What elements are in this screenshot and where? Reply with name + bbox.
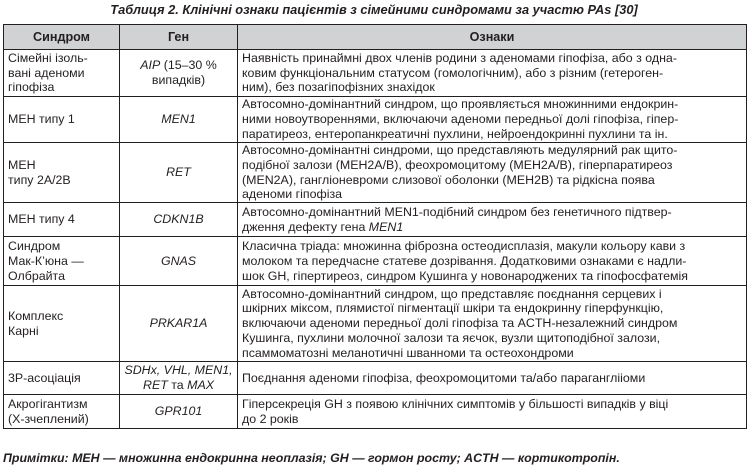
- features-line: Кушинга, пухлини молочної залози та яєчок, вузли щитоподібної залози,: [242, 331, 661, 346]
- features-line: (MEN2A), гангліоневроми слизової оболонки (МЕН2B) та рідкісна поява: [242, 172, 655, 187]
- table-row: [4, 203, 747, 237]
- features-line: до 2 років: [242, 411, 299, 426]
- header-gene: Ген: [120, 25, 238, 50]
- table-row: [4, 97, 747, 143]
- features-line: Автосомно-домінантний синдром, що представляє поєднання серцевих і: [242, 286, 662, 301]
- gene-cell: [120, 395, 238, 429]
- syndrome-line: гіпофіза: [8, 80, 55, 95]
- gene-name: MEN1: [161, 112, 196, 127]
- features-line: Наявність принаймні двох членів родини з аденомами гіпофіза, або з одна-: [242, 50, 677, 65]
- features-line: Класична тріада: множинна фіброзна остеодисплазія, макули кольору кави з: [242, 238, 686, 253]
- gene-name: RET: [143, 378, 168, 393]
- table-row: [4, 143, 747, 203]
- gene-name: GNAS: [160, 253, 197, 268]
- syndrome-line: Синдром: [8, 238, 61, 253]
- table-row: [4, 237, 747, 286]
- features-cell: [238, 286, 747, 362]
- features-cell: [238, 97, 747, 143]
- gene-name: GPR101: [154, 404, 203, 419]
- table-row: [4, 286, 747, 362]
- gene-cell: [120, 203, 238, 237]
- syndrome-cell: [4, 237, 120, 286]
- features-line: подібної залози (МЕН2A/B), феохромоцитому (МЕН2A/B), гіперпаратиреоз: [242, 157, 673, 172]
- table-header-row: [4, 25, 747, 50]
- table-row: [4, 50, 747, 97]
- features-line: молоком та передчасне статеве дозрівання. Додатковими ознаками є надли-: [242, 253, 687, 268]
- gene-name: AIP: [140, 58, 161, 73]
- syndrome-line: вані аденоми: [8, 65, 85, 80]
- syndrome-line: МЕН типу 4: [8, 212, 75, 227]
- features-line: Автосомно-домінантний синдром, що проявляється множинними ендокрин-: [242, 97, 679, 112]
- gene-cell: [120, 97, 238, 143]
- features-cell: [238, 237, 747, 286]
- syndrome-line: типу 2A/2B: [8, 172, 71, 187]
- syndrome-cell: [4, 97, 120, 143]
- features-line: паратиреоз, ентеропанкреатичні пухлини, нейроендокринні пухлини та ін.: [242, 126, 668, 141]
- syndrome-line: Комплекс: [8, 308, 64, 323]
- syndrome-line: Карні: [8, 323, 39, 338]
- header-syndrome: Синдром: [4, 25, 120, 50]
- syndrome-line: 3P-асоціація: [8, 370, 81, 385]
- features-line: псаммоматозні меланотичні шванноми та остеохондроми: [242, 345, 574, 360]
- syndrome-cell: [4, 395, 120, 429]
- syndromes-table: [3, 24, 747, 429]
- features-line: ним), без позагіпофізних знахідок: [242, 80, 435, 95]
- syndrome-cell: [4, 143, 120, 203]
- features-line: Автосомно-домінантні синдроми, що представляють медулярний рак щито-: [242, 143, 678, 157]
- gene-mention: MEN1: [368, 219, 404, 234]
- gene-name: MAX: [187, 378, 214, 393]
- features-line: дження дефекту гена: [242, 219, 369, 234]
- syndrome-line: Мак-К’юна —: [8, 253, 84, 268]
- syndrome-cell: [4, 50, 120, 97]
- gene-cell: [120, 362, 238, 395]
- table-row: [4, 395, 747, 429]
- features-line: ними новоутвореннями, включаючи аденоми передньої долі гіпофіза, гіпер-: [242, 112, 679, 127]
- table-row: [4, 362, 747, 395]
- gene-names: SDHx, VHL, MEN1,: [124, 363, 233, 378]
- features-line: шок GH, гіпертиреоз, синдром Кушинга у новонароджених та гіпофосфатемія: [242, 268, 688, 283]
- header-features: Ознаки: [238, 25, 747, 50]
- gene-name: CDKN1B: [153, 212, 204, 227]
- syndrome-line: Олбрайта: [8, 268, 65, 283]
- gene-cell: [120, 50, 238, 97]
- syndrome-line: Акрогігантизм: [8, 396, 88, 411]
- syndrome-cell: [4, 203, 120, 237]
- features-cell: [238, 395, 747, 429]
- gene-cell: [120, 143, 238, 203]
- syndrome-cell: [4, 286, 120, 362]
- gene-note: (15–30 % випадків): [151, 58, 217, 87]
- features-line: Автосомно-домінантний MEN1-подібний синдром без генетичного підтвер-: [242, 204, 672, 219]
- features-cell: [238, 143, 747, 203]
- features-cell: [238, 50, 747, 97]
- features-cell: [238, 203, 747, 237]
- features-line: включаючи аденоми передньої долі гіпофіза та ACTH-незалежний синдром: [242, 316, 678, 331]
- features-line: Поєднання аденоми гіпофіза, феохромоцитоми та/або параганглііоми: [242, 370, 646, 385]
- syndrome-line: МЕН типу 1: [8, 112, 75, 127]
- gene-conjunction: та: [167, 378, 188, 393]
- syndrome-line: Сімейні ізоль-: [8, 50, 88, 65]
- gene-name: PRKAR1A: [149, 316, 208, 331]
- syndrome-line: (X-зчеплений): [8, 411, 89, 426]
- table-notes: Примітки: МЕН — множинна ендокринна неоплазія; GH — гормон росту; ACTH — кортикотропін.: [3, 451, 620, 465]
- table-caption: Таблиця 2. Клінічні ознаки пацієнтів з сімейними синдромами за участю PAs [30]: [110, 2, 638, 17]
- features-line: ковим функціональним статусом (гомологічним), або з різним (гетероген-: [242, 65, 664, 80]
- syndrome-cell: [4, 362, 120, 395]
- features-line: шкірних міксом, плямистої пігментації шкіри та ендокринну гіперфункцію,: [242, 301, 664, 316]
- features-line: аденоми гіпофіза: [242, 187, 343, 202]
- gene-cell: [120, 286, 238, 362]
- features-cell: [238, 362, 747, 395]
- gene-name: RET: [166, 165, 191, 180]
- gene-cell: [120, 237, 238, 286]
- features-line: Гіперсекреція GH з появою клінічних симптомів у більшості випадків у віці: [242, 396, 669, 411]
- syndrome-line: МЕН: [8, 157, 36, 172]
